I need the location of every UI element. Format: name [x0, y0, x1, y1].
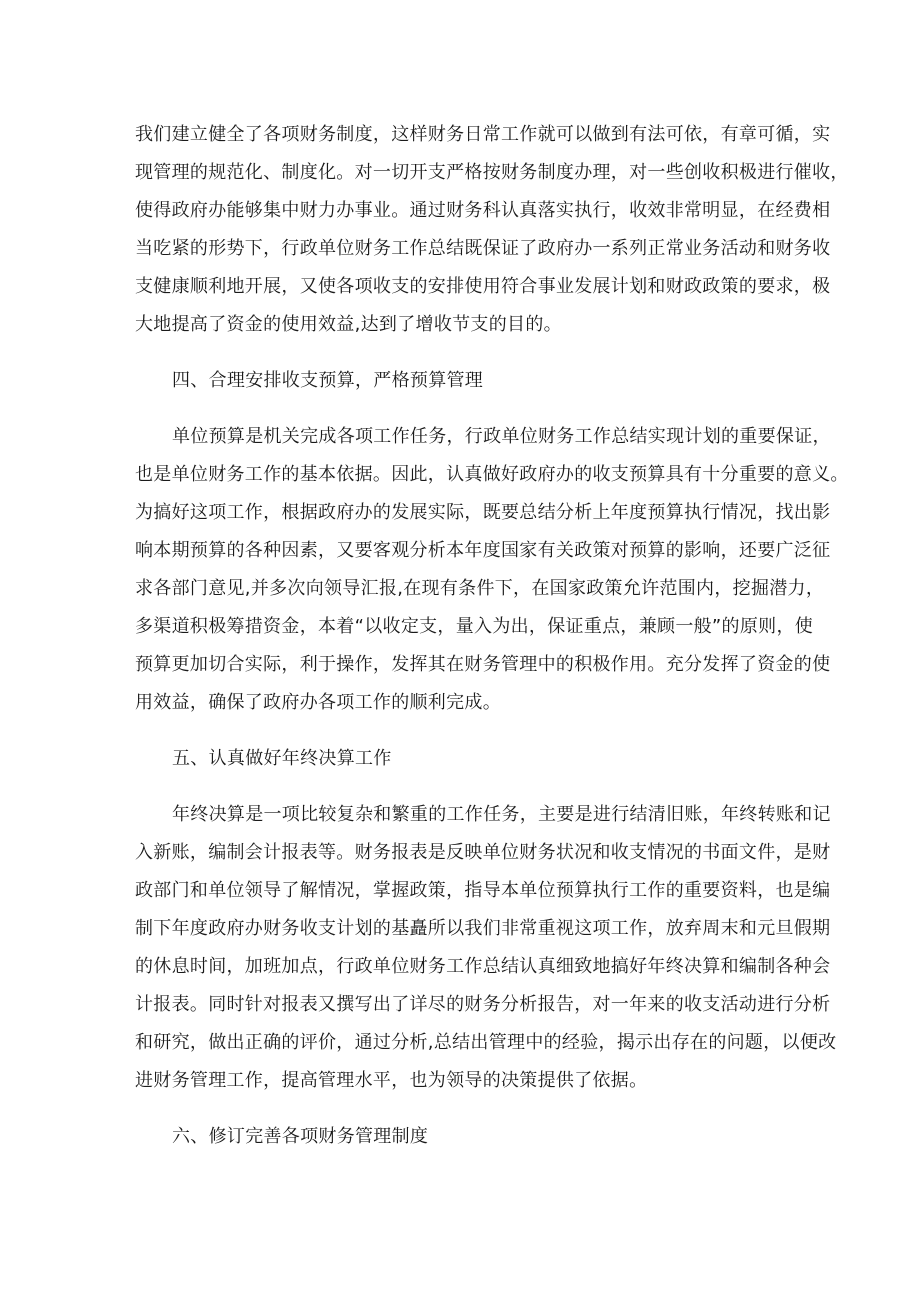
text-line: 现管理的规范化、制度化。对一切开支严格按财务制度办理，对一些创收积极进行催收， — [135, 162, 849, 183]
text-line: 为搞好这项工作，根据政府办的发展实际，既要总结分析上年度预算执行情况，找出影 — [135, 502, 831, 523]
section-heading: 四、合理安排收支预算，严格预算管理 — [172, 370, 484, 391]
text-line: 多渠道积极筹措资金，本着“以收定支，量入为出，保证重点，兼顾一般”的原则，使 — [135, 616, 814, 637]
text-line: 大地提高了资金的使用效益,达到了增收节支的目的。 — [135, 314, 562, 335]
text-line: 我们建立健全了各项财务制度，这样财务日常工作就可以做到有法可依，有章可循，实 — [135, 124, 831, 145]
text-line: 的休息时间，加班加点，行政单位财务工作总结认真细致地搞好年终决算和编制各种会 — [135, 956, 831, 977]
text-line: 进财务管理工作，提高管理水平，也为领导的决策提供了依据。 — [135, 1070, 648, 1091]
text-line: 用效益，确保了政府办各项工作的顺利完成。 — [135, 692, 501, 713]
text-line: 制下年度政府办财务收支计划的基矗所以我们非常重视这项工作，放弃周末和元旦假期 — [135, 918, 831, 939]
text-line: 求各部门意见,并多次向领导汇报,在现有条件下，在国家政策允许范围内，挖掘潜力， — [135, 578, 825, 599]
section-heading: 六、修订完善各项财务管理制度 — [172, 1126, 429, 1147]
text-line: 当吃紧的形势下，行政单位财务工作总结既保证了政府办一系列正常业务活动和财务收 — [135, 238, 831, 259]
text-line: 使得政府办能够集中财力办事业。通过财务科认真落实执行，收效非常明显，在经费相 — [135, 200, 831, 221]
text-line: 入新账，编制会计报表等。财务报表是反映单位财务状况和收支情况的书面文件，是财 — [135, 842, 831, 863]
text-line: 年终决算是一项比较复杂和繁重的工作任务，主要是进行结清旧账，年终转账和记 — [172, 804, 831, 825]
text-line: 响本期预算的各种因素，又要客观分析本年度国家有关政策对预算的影响，还要广泛征 — [135, 540, 831, 561]
text-line: 政部门和单位领导了解情况，掌握政策，指导本单位预算执行工作的重要资料，也是编 — [135, 880, 831, 901]
text-line: 和研究，做出正确的评价，通过分析,总结出管理中的经验，揭示出存在的问题，以便改 — [135, 1032, 837, 1053]
text-line: 支健康顺利地开展，又使各项收支的安排使用符合事业发展计划和财政政策的要求，极 — [135, 276, 831, 297]
text-line: 计报表。同时针对报表又撰写出了详尽的财务分析报告，对一年来的收支活动进行分析 — [135, 994, 831, 1015]
text-line: 单位预算是机关完成各项工作任务，行政单位财务工作总结实现计划的重要保证， — [172, 426, 831, 447]
section-heading: 五、认真做好年终决算工作 — [172, 748, 392, 769]
text-line: 预算更加切合实际，利于操作，发挥其在财务管理中的积极作用。充分发挥了资金的使 — [135, 654, 831, 675]
text-line: 也是单位财务工作的基本依据。因此，认真做好政府办的收支预算具有十分重要的意义。 — [135, 464, 849, 485]
